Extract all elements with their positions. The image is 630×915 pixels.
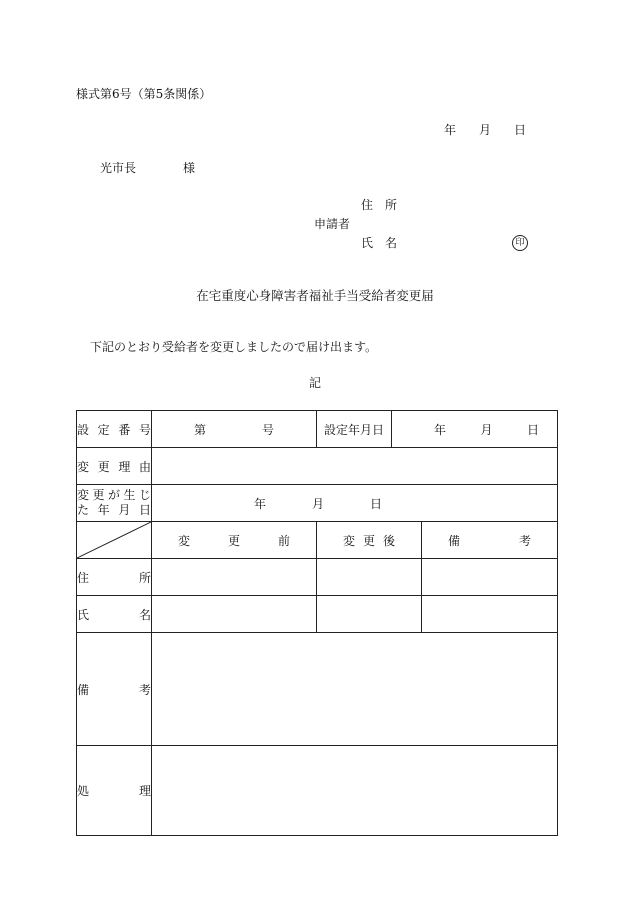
body-text: 下記のとおり受給者を変更しましたので届け出ます。 <box>90 340 378 354</box>
diagonal-corner-cell <box>77 522 152 559</box>
label-address: 住 所 <box>77 559 152 596</box>
label-change-reason: 変 更 理 由 <box>77 448 152 485</box>
change-reason-field[interactable] <box>152 448 558 485</box>
date-day: 日 <box>513 123 526 137</box>
header-before-change: 変 更 前 <box>152 522 317 559</box>
row-change-date <box>77 485 558 522</box>
seal-mark: 印 <box>512 235 528 251</box>
date-year: 年 <box>444 123 457 137</box>
date-month: 月 <box>478 123 491 137</box>
form-number: 様式第6号（第5条関係） <box>76 87 212 101</box>
change-form-table <box>76 410 558 836</box>
name-before-field[interactable] <box>152 596 317 633</box>
addressee-name: 光市長 <box>100 161 137 175</box>
label-setting-number: 設 定 番 号 <box>77 411 152 448</box>
applicant-address-label: 住 所 <box>361 198 398 212</box>
row-change-reason <box>77 448 558 485</box>
row-setting-number <box>77 411 558 448</box>
remarks-field[interactable] <box>152 633 558 746</box>
setting-number-field[interactable]: 第 号 <box>152 411 317 448</box>
label-remarks: 備 考 <box>77 633 152 746</box>
row-column-headers <box>77 522 558 559</box>
row-name <box>77 596 558 633</box>
addressee-honorific: 様 <box>183 161 196 175</box>
address-before-field[interactable] <box>152 559 317 596</box>
label-processing: 処 理 <box>77 746 152 836</box>
row-remarks <box>77 633 558 746</box>
label-setting-date: 設定年月日 <box>317 411 392 448</box>
applicant-label: 申請者 <box>314 217 351 231</box>
setting-date-field[interactable]: 年 月 日 <box>392 411 558 448</box>
row-processing <box>77 746 558 836</box>
row-address <box>77 559 558 596</box>
applicant-name-label: 氏 名 <box>361 236 398 250</box>
note-heading: 記 <box>308 376 321 390</box>
label-change-date: 変 更 が 生 じ た 年 月 日 <box>77 485 152 522</box>
processing-field[interactable] <box>152 746 558 836</box>
header-remarks: 備 考 <box>422 522 558 559</box>
address-remarks-field[interactable] <box>422 559 558 596</box>
diagonal-line <box>77 522 151 558</box>
name-after-field[interactable] <box>317 596 422 633</box>
header-after-change: 変 更 後 <box>317 522 422 559</box>
label-name: 氏 名 <box>77 596 152 633</box>
address-after-field[interactable] <box>317 559 422 596</box>
change-date-field[interactable]: 年 月 日 <box>152 485 558 522</box>
document-title: 在宅重度心身障害者福祉手当受給者変更届 <box>196 288 434 303</box>
name-remarks-field[interactable] <box>422 596 558 633</box>
submission-date <box>444 123 526 137</box>
